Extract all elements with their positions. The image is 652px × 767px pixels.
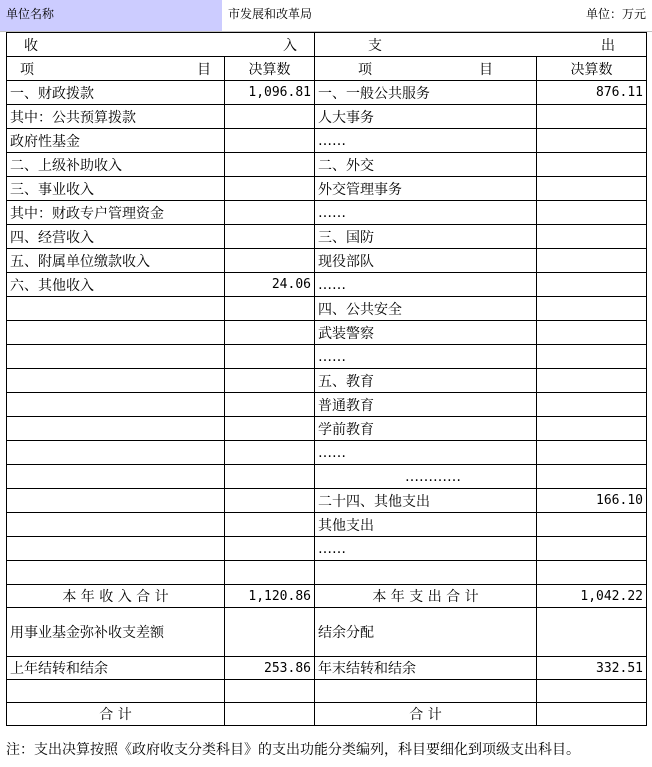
expense-item-cell (315, 561, 537, 585)
expense-item-cell: …… (315, 201, 537, 225)
income-item-cell: 政府性基金 (7, 129, 225, 153)
expense-item-cell: 四、公共安全 (315, 297, 537, 321)
expense-amount-cell (537, 129, 647, 153)
expense-amount-cell (537, 513, 647, 537)
table-row (7, 369, 647, 393)
column-header-row (7, 57, 647, 81)
expense-amount-cell (537, 297, 647, 321)
expense-item-cell: 现役部队 (315, 249, 537, 273)
income-amount-cell (225, 321, 315, 345)
expense-amount-cell (537, 345, 647, 369)
expense-item-cell: 一、一般公共服务 (315, 81, 537, 105)
table-row (7, 201, 647, 225)
income-amount-cell (225, 417, 315, 441)
income-amount-cell (225, 489, 315, 513)
income-title-right: 入 (283, 37, 297, 54)
income-item-header (7, 57, 225, 81)
sum-amount-right (537, 703, 647, 726)
income-amount-cell (225, 465, 315, 489)
carry-out-amount: 332.51 (537, 657, 647, 680)
table-row (7, 153, 647, 177)
total-income-amount: 1,120.86 (225, 585, 315, 608)
income-item-cell (7, 369, 225, 393)
expense-amount-cell (537, 201, 647, 225)
income-item-cell (7, 417, 225, 441)
income-amount-cell (225, 345, 315, 369)
income-amount-cell (225, 201, 315, 225)
table-row (7, 225, 647, 249)
expense-item-cell: 学前教育 (315, 417, 537, 441)
expense-item-cell: 二十四、其他支出 (315, 489, 537, 513)
carry-out-label: 年末结转和结余 (315, 657, 537, 680)
income-item-cell: 五、附属单位缴款收入 (7, 249, 225, 273)
income-item-cell: 三、事业收入 (7, 177, 225, 201)
expense-amount-cell (537, 225, 647, 249)
table-row (7, 345, 647, 369)
expense-amount-cell (537, 249, 647, 273)
income-item-cell: 一、财政拨款 (7, 81, 225, 105)
fund-row (7, 608, 647, 657)
income-amount-cell (225, 369, 315, 393)
expense-amount-cell (537, 393, 647, 417)
income-item-cell: 四、经营收入 (7, 225, 225, 249)
income-amount-cell (225, 513, 315, 537)
income-amount-cell (225, 105, 315, 129)
fund-amount (225, 608, 315, 657)
footnote: 注：支出决算按照《政府收支分类科目》的支出功能分类编列，科目要细化到项级支出科目。 (6, 742, 580, 758)
expense-item-cell: …… (315, 441, 537, 465)
expense-amount-cell (537, 273, 647, 297)
income-amount-cell (225, 297, 315, 321)
income-item-cell (7, 393, 225, 417)
income-item-cell: 其中：财政专户管理资金 (7, 201, 225, 225)
expense-item-cell: 其他支出 (315, 513, 537, 537)
income-item-cell (7, 441, 225, 465)
expense-item-header-left: 项 (358, 61, 372, 78)
income-amount-cell (225, 129, 315, 153)
expense-amount-cell (537, 537, 647, 561)
carry-in-label: 上年结转和结余 (7, 657, 225, 680)
income-amount-cell: 1,096.81 (225, 81, 315, 105)
expense-amount-header: 决算数 (537, 57, 647, 81)
income-item-header-left: 项 (20, 61, 34, 78)
table-row (7, 417, 647, 441)
budget-table (6, 32, 647, 726)
fund-label: 用事业基金弥补收支差额 (7, 608, 225, 657)
expense-amount-cell (537, 465, 647, 489)
income-item-cell: 二、上级补助收入 (7, 153, 225, 177)
total-income-label: 本 年 收 入 合 计 (7, 585, 225, 608)
table-row (7, 177, 647, 201)
income-item-header-right: 目 (197, 61, 211, 78)
income-amount-cell (225, 561, 315, 585)
expense-item-cell: ………… (315, 465, 537, 489)
surplus-label: 结余分配 (315, 608, 537, 657)
blank-cell (7, 680, 225, 703)
expense-title-left: 支 (368, 37, 382, 54)
expense-amount-cell (537, 153, 647, 177)
income-item-cell (7, 345, 225, 369)
income-title-left: 收 (24, 37, 38, 54)
expense-amount-cell (537, 441, 647, 465)
unit-name: 市发展和改革局 (222, 0, 538, 32)
income-amount-header: 决算数 (225, 57, 315, 81)
expense-item-cell: 外交管理事务 (315, 177, 537, 201)
expense-item-cell: …… (315, 537, 537, 561)
expense-amount-cell (537, 561, 647, 585)
expense-item-header-right: 目 (479, 61, 493, 78)
table-row (7, 513, 647, 537)
surplus-amount (537, 608, 647, 657)
table-row (7, 321, 647, 345)
expense-item-header (315, 57, 537, 81)
blank-cell (315, 680, 537, 703)
income-amount-cell (225, 441, 315, 465)
table-row (7, 129, 647, 153)
blank-cell (537, 680, 647, 703)
carry-in-amount: 253.86 (225, 657, 315, 680)
income-amount-cell (225, 225, 315, 249)
sum-row (7, 703, 647, 726)
expense-title-cell (315, 33, 647, 57)
table-row (7, 561, 647, 585)
table-row (7, 105, 647, 129)
sum-label-right: 合 计 (315, 703, 537, 726)
table-row (7, 537, 647, 561)
table-row (7, 297, 647, 321)
income-item-cell (7, 321, 225, 345)
expense-item-cell: …… (315, 345, 537, 369)
income-item-cell: 六、其他收入 (7, 273, 225, 297)
table-row (7, 273, 647, 297)
income-item-cell: 其中：公共预算拨款 (7, 105, 225, 129)
income-amount-cell (225, 153, 315, 177)
sum-amount-left (225, 703, 315, 726)
income-item-cell (7, 513, 225, 537)
income-item-cell (7, 537, 225, 561)
income-item-cell (7, 297, 225, 321)
expense-amount-cell: 166.10 (537, 489, 647, 513)
expense-item-cell: 普通教育 (315, 393, 537, 417)
sum-label-left: 合 计 (7, 703, 225, 726)
table-row (7, 489, 647, 513)
expense-amount-cell (537, 321, 647, 345)
total-expense-label: 本 年 支 出 合 计 (315, 585, 537, 608)
income-title-cell (7, 33, 315, 57)
expense-amount-cell (537, 105, 647, 129)
income-amount-cell (225, 537, 315, 561)
table-row (7, 81, 647, 105)
expense-item-cell: 二、外交 (315, 153, 537, 177)
income-amount-cell (225, 177, 315, 201)
expense-amount-cell (537, 369, 647, 393)
income-amount-cell (225, 249, 315, 273)
table-row (7, 441, 647, 465)
expense-item-cell: …… (315, 129, 537, 153)
budget-table-body (7, 33, 647, 726)
income-item-cell (7, 465, 225, 489)
expense-item-cell: 武装警察 (315, 321, 537, 345)
carry-row (7, 657, 647, 680)
expense-item-cell: 三、国防 (315, 225, 537, 249)
blank-cell (225, 680, 315, 703)
income-item-cell (7, 489, 225, 513)
total-expense-amount: 1,042.22 (537, 585, 647, 608)
blank-row (7, 680, 647, 703)
income-amount-cell: 24.06 (225, 273, 315, 297)
expense-amount-cell (537, 417, 647, 441)
currency-label: 单位：万元 (538, 0, 652, 32)
expense-item-cell: …… (315, 273, 537, 297)
report-header (0, 0, 652, 32)
total-row (7, 585, 647, 608)
expense-title-right: 出 (601, 37, 615, 54)
income-item-cell (7, 561, 225, 585)
table-row (7, 465, 647, 489)
unit-label: 单位名称 (0, 0, 222, 32)
income-amount-cell (225, 393, 315, 417)
expense-amount-cell (537, 177, 647, 201)
table-row (7, 393, 647, 417)
expense-item-cell: 人大事务 (315, 105, 537, 129)
expense-amount-cell: 876.11 (537, 81, 647, 105)
expense-item-cell: 五、教育 (315, 369, 537, 393)
table-row (7, 249, 647, 273)
title-row (7, 33, 647, 57)
